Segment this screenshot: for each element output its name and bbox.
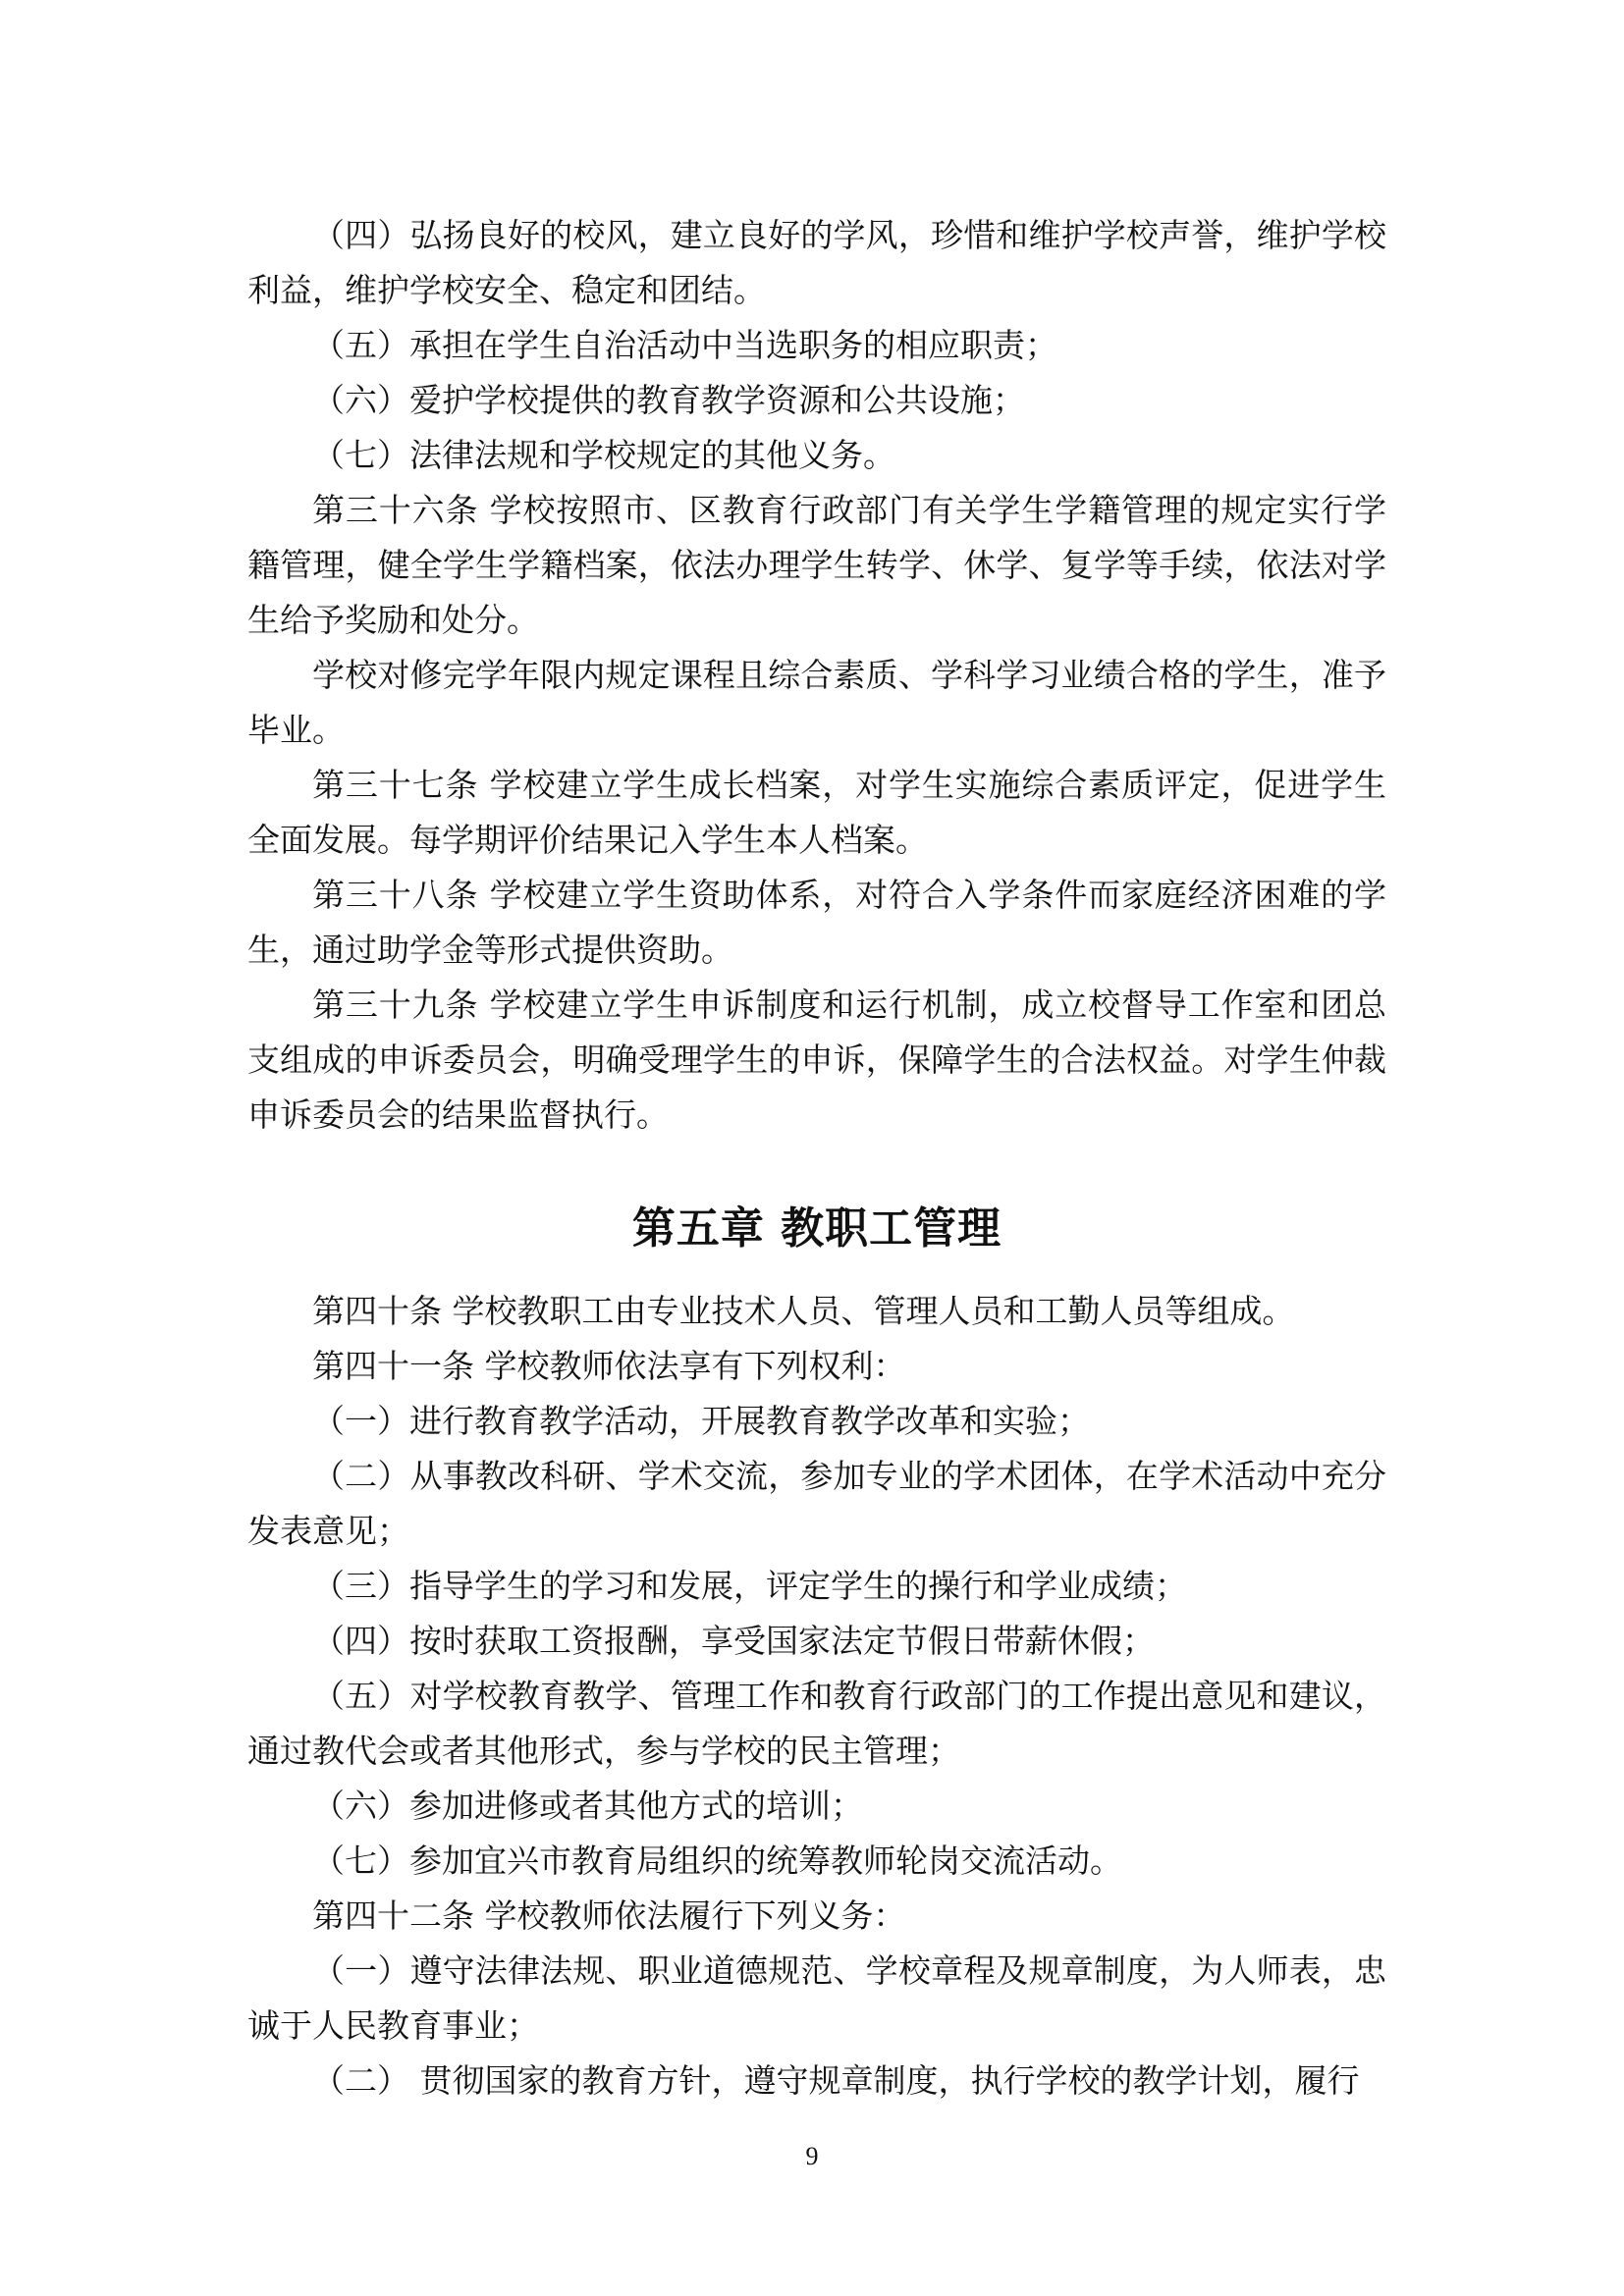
paragraph: 第三十七条 学校建立学生成长档案，对学生实施综合素质评定，促进学生全面发展。每学期评价结果记入学生本人档案。 [247, 766, 1386, 859]
chapter-heading: 第五章 教职工管理 [631, 1203, 1002, 1254]
page-number: 9 [805, 2142, 819, 2170]
paragraph: （六）参加进修或者其他方式的培训； [312, 1787, 863, 1825]
paragraph: （四）按时获取工资报酬，享受国家法定节假日带薪休假； [312, 1622, 1155, 1660]
paragraph: 第三十九条 学校建立学生申诉制度和运行机制，成立校督导工作室和团总支组成的申诉委员会，明确受理学生的申诉，保障学生的合法权益。对学生仲裁申诉委员会的结果监督执行。 [247, 986, 1386, 1134]
paragraph: 第四十二条 学校教师依法履行下列义务： [312, 1896, 906, 1935]
document-body [247, 208, 1386, 2109]
paragraph: （六）爱护学校提供的教育教学资源和公共设施； [312, 381, 1025, 419]
paragraph: （五）承担在学生自治活动中当选职务的相应职责； [312, 326, 1057, 364]
paragraph: （二） 贯彻国家的教育方针，遵守规章制度，执行学校的教学计划，履行 [312, 2061, 1360, 2100]
paragraph: （二）从事教改科研、学术交流，参加专业的学术团体，在学术活动中充分发表意见； [247, 1457, 1386, 1550]
paragraph: 第四十一条 学校教师依法享有下列权利： [312, 1347, 906, 1385]
paragraph: 第三十八条 学校建立学生资助体系，对符合入学条件而家庭经济困难的学生，通过助学金等形式提供资助。 [247, 876, 1386, 969]
paragraph: （一）遵守法律法规、职业道德规范、学校章程及规章制度，为人师表，忠诚于人民教育事业； [247, 1951, 1386, 2045]
paragraph: （四）弘扬良好的校风，建立良好的学风，珍惜和维护学校声誉，维护学校利益，维护学校安全、稳定和团结。 [247, 216, 1386, 309]
paragraph: （七）参加宜兴市教育局组织的统筹教师轮岗交流活动。 [312, 1842, 1122, 1880]
paragraph: 第四十条 学校教职工由专业技术人员、管理人员和工勤人员等组成。 [312, 1292, 1295, 1330]
paragraph: （一）进行教育教学活动，开展教育教学改革和实验； [312, 1402, 1090, 1440]
paragraph: 学校对修完学年限内规定课程且综合素质、学科学习业绩合格的学生，准予毕业。 [247, 656, 1386, 749]
paragraph: （五）对学校教育教学、管理工作和教育行政部门的工作提出意见和建议，通过教代会或者其他形式，参与学校的民主管理； [247, 1677, 1386, 1770]
paragraph: （三）指导学生的学习和发展，评定学生的操行和学业成绩； [312, 1567, 1187, 1605]
paragraph: （七）法律法规和学校规定的其他义务。 [312, 436, 895, 474]
paragraph: 第三十六条 学校按照市、区教育行政部门有关学生学籍管理的规定实行学籍管理，健全学生学籍档案，依法办理学生转学、休学、复学等手续，依法对学生给予奖励和处分。 [247, 491, 1386, 639]
